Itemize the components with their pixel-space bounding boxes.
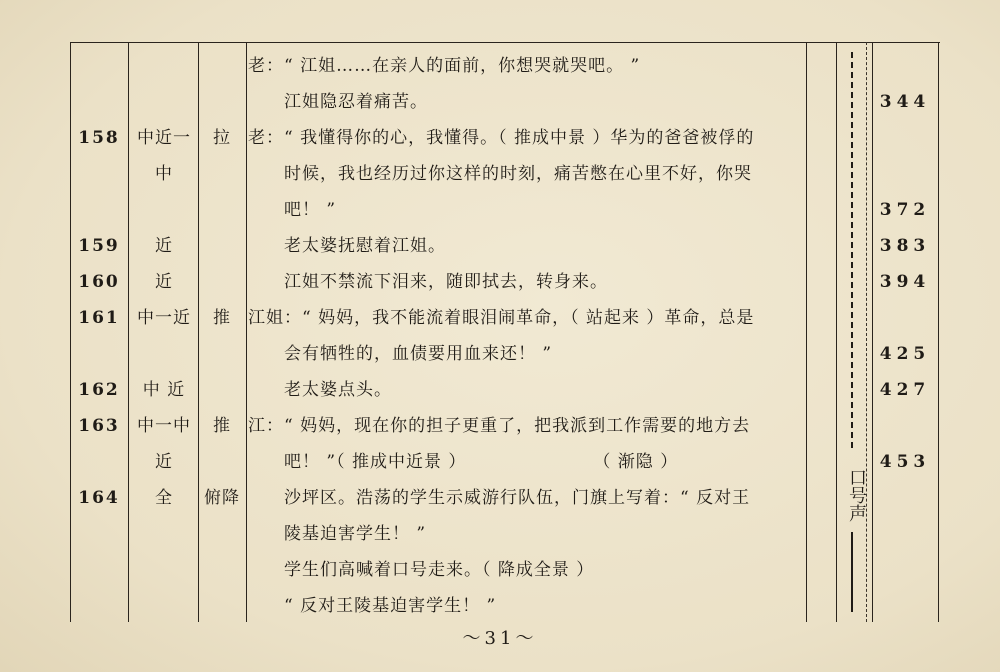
shot-number: 163	[78, 416, 120, 436]
timecode	[870, 480, 940, 516]
table-row	[70, 84, 940, 120]
shot-number	[70, 444, 128, 480]
shot-size	[132, 84, 196, 120]
table-row	[70, 408, 940, 444]
timecode	[870, 48, 940, 84]
script-text: 江姐不禁流下泪来，随即拭去，转身来。	[248, 272, 608, 292]
shot-size: 近	[155, 452, 173, 472]
script-text: 老太婆抚慰着江姐。	[248, 236, 446, 256]
script-text: 吧！ ”（ 推成中近景 ） （ 渐隐 ）	[248, 452, 679, 472]
shot-number	[70, 48, 128, 84]
timecode	[870, 516, 940, 552]
table-row	[70, 48, 940, 84]
shot-number: 161	[78, 308, 120, 328]
shot-size	[132, 336, 196, 372]
camera-move: 拉	[213, 128, 231, 148]
table-row	[70, 588, 940, 624]
shot-size: 近	[155, 272, 173, 292]
shot-number	[70, 336, 128, 372]
table-row	[70, 156, 940, 192]
script-text: 陵基迫害学生！ ”	[248, 524, 427, 544]
shot-size: 中一近	[137, 308, 191, 328]
shot-size: 中	[155, 164, 173, 184]
shot-size: 全	[155, 488, 173, 508]
shot-number	[70, 516, 128, 552]
script-text: “ 反对王陵基迫害学生！ ”	[248, 596, 497, 616]
script-text: 时候，我也经历过你这样的时刻，痛苦憋在心里不好，你哭	[248, 164, 752, 184]
script-text: 江：“ 妈妈，现在你的担子更重了，把我派到工作需要的地方去	[248, 416, 751, 436]
camera-move	[200, 552, 244, 588]
script-text: 吧！ ”	[248, 200, 337, 220]
shot-size	[132, 588, 196, 624]
timecode	[870, 588, 940, 624]
shot-number: 160	[78, 272, 120, 292]
camera-move	[200, 228, 244, 264]
timecode: 383	[879, 236, 931, 256]
camera-move	[200, 84, 244, 120]
shot-number: 158	[78, 128, 120, 148]
script-text: 江姐隐忍着痛苦。	[248, 92, 428, 112]
shot-table	[70, 42, 940, 622]
shot-number: 162	[78, 380, 120, 400]
table-row	[70, 336, 940, 372]
table-top-border	[70, 42, 940, 43]
shot-size	[132, 48, 196, 84]
shot-size: 中近一	[137, 128, 191, 148]
script-text: 学生们高喊着口号走来。（ 降成全景 ）	[248, 560, 595, 580]
table-row	[70, 372, 940, 408]
camera-move	[200, 48, 244, 84]
table-row	[70, 552, 940, 588]
shot-size: 中一中	[137, 416, 191, 436]
table-row	[70, 120, 940, 156]
sound-label: 口号声	[846, 468, 867, 522]
camera-move	[200, 372, 244, 408]
camera-move	[200, 156, 244, 192]
shot-number	[70, 84, 128, 120]
timecode: 453	[879, 452, 931, 472]
camera-move	[200, 336, 244, 372]
script-text: 老：“ 江姐……在亲人的面前，你想哭就哭吧。 ”	[248, 56, 641, 76]
table-row	[70, 192, 940, 228]
shot-size	[132, 192, 196, 228]
timecode: 427	[879, 380, 931, 400]
timecode	[870, 408, 940, 444]
script-text: 沙坪区。浩荡的学生示威游行队伍，门旗上写着：“ 反对王	[248, 488, 751, 508]
camera-move: 俯降	[204, 488, 240, 508]
shot-number	[70, 192, 128, 228]
shot-number: 159	[78, 236, 120, 256]
script-text: 老太婆点头。	[248, 380, 392, 400]
table-row	[70, 300, 940, 336]
camera-move	[200, 516, 244, 552]
table-row	[70, 228, 940, 264]
script-text: 江姐：“ 妈妈，我不能流着眼泪闹革命，（ 站起来 ）革命，总是	[248, 308, 755, 328]
timecode	[870, 300, 940, 336]
timecode	[870, 156, 940, 192]
shot-size: 中 近	[142, 380, 186, 400]
shot-number	[70, 156, 128, 192]
script-text: 会有牺牲的，血债要用血来还！ ”	[248, 344, 553, 364]
table-row	[70, 264, 940, 300]
timecode: 372	[879, 200, 931, 220]
timecode: 425	[879, 344, 931, 364]
table-row	[70, 444, 940, 480]
camera-move	[200, 588, 244, 624]
table-row	[70, 480, 940, 516]
shot-size: 近	[155, 236, 173, 256]
camera-move	[200, 444, 244, 480]
timecode: 344	[879, 92, 931, 112]
camera-move	[200, 192, 244, 228]
timecode: 394	[879, 272, 931, 292]
shot-number: 164	[78, 488, 120, 508]
shot-size	[132, 516, 196, 552]
timecode	[870, 120, 940, 156]
camera-move	[200, 264, 244, 300]
camera-move: 推	[213, 416, 231, 436]
shot-size	[132, 552, 196, 588]
script-text: 老：“ 我懂得你的心，我懂得。（ 推成中景 ）华为的爸爸被俘的	[248, 128, 755, 148]
page-number: ～31～	[462, 628, 538, 649]
camera-move: 推	[213, 308, 231, 328]
timecode	[870, 552, 940, 588]
shot-number	[70, 588, 128, 624]
shot-number	[70, 552, 128, 588]
table-row	[70, 516, 940, 552]
